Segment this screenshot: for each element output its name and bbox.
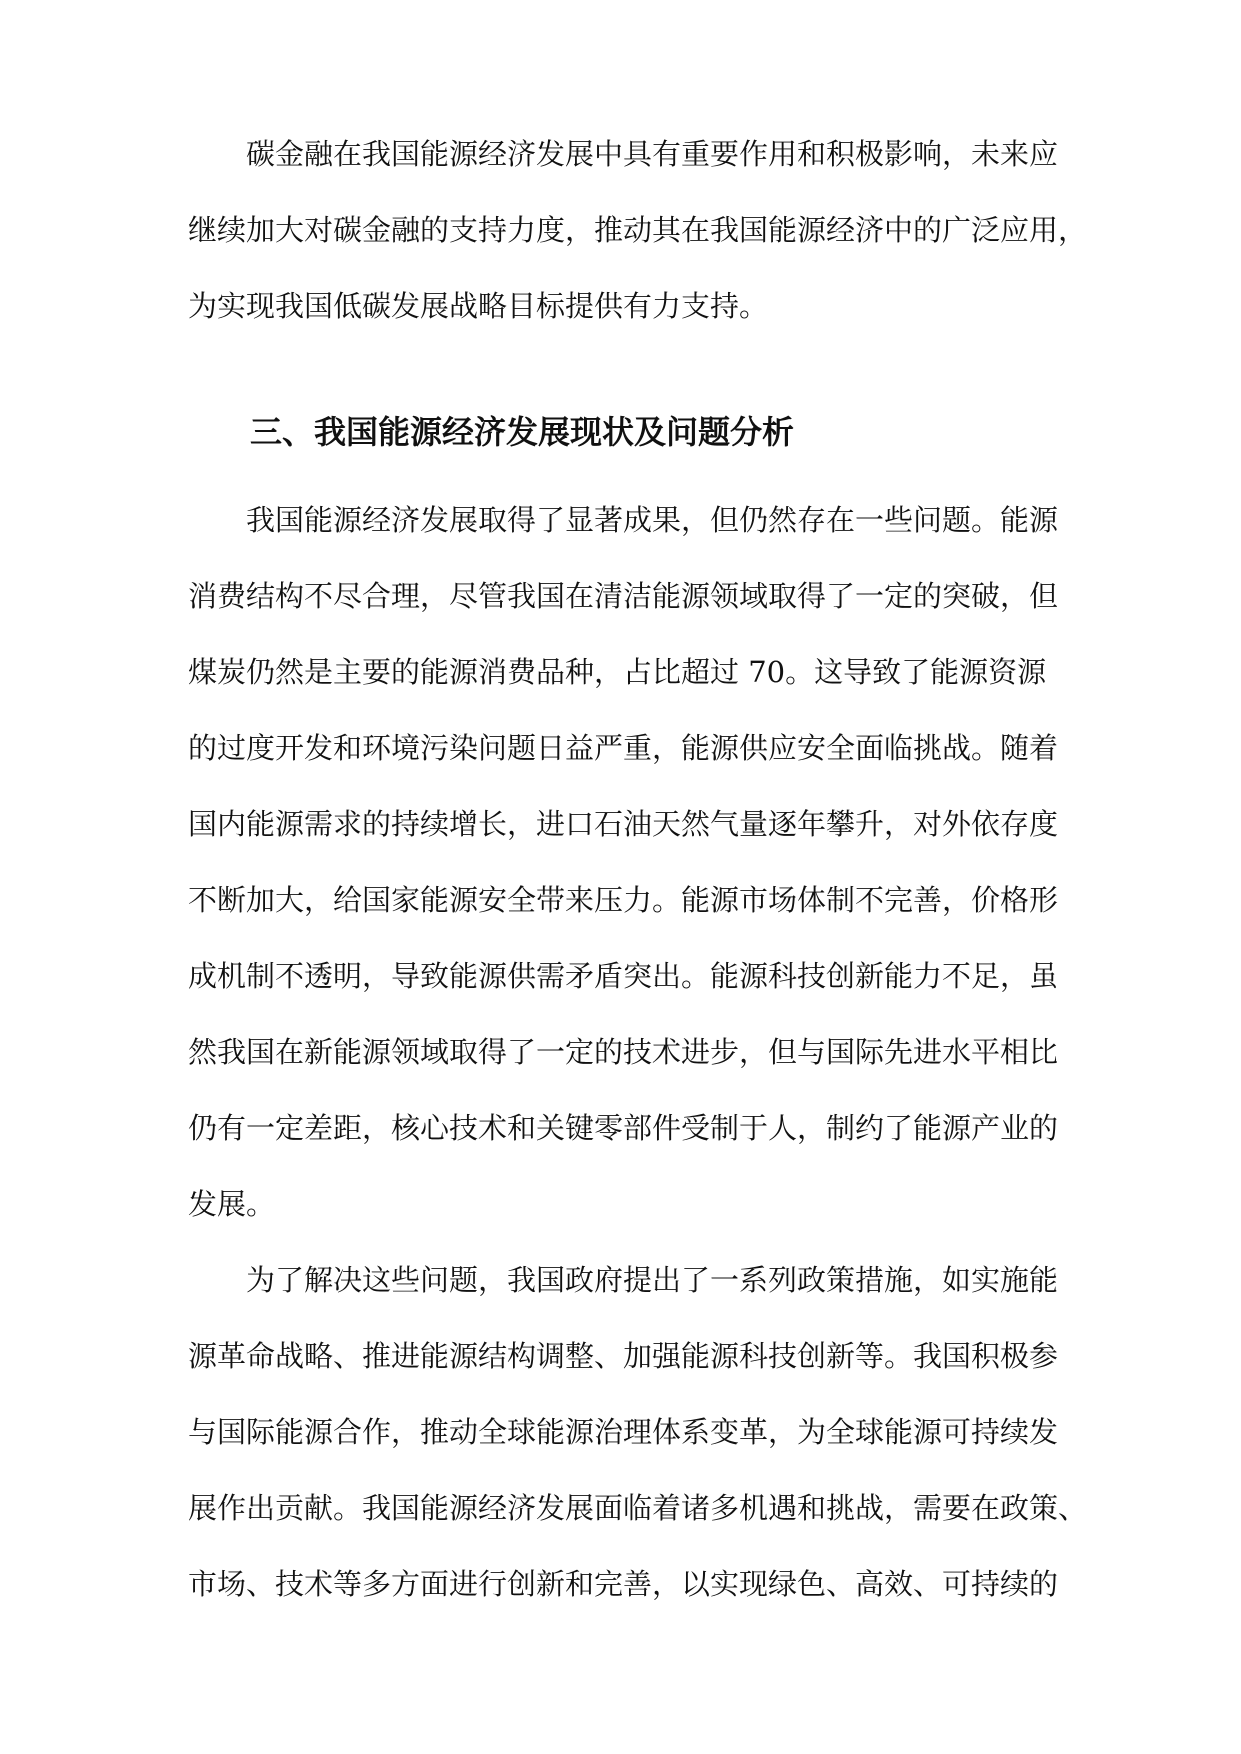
paragraph-carbon-finance	[188, 116, 1088, 344]
paragraph-line: 继续加大对碳金融的支持力度，推动其在我国能源经济中的广泛应用，	[188, 213, 1088, 247]
section-heading: 三、我国能源经济发展现状及问题分析	[250, 413, 795, 451]
paragraph-policy-measures	[188, 1242, 1088, 1622]
paragraph-line: 市场、技术等多方面进行创新和完善，以实现绿色、高效、可持续的	[188, 1567, 1059, 1601]
paragraph-line: 的过度开发和环境污染问题日益严重，能源供应安全面临挑战。随着	[188, 731, 1059, 765]
paragraph-current-status	[188, 482, 1059, 1242]
paragraph-line: 与国际能源合作，推动全球能源治理体系变革，为全球能源可持续发	[188, 1415, 1059, 1449]
paragraph-line: 消费结构不尽合理，尽管我国在清洁能源领域取得了一定的突破，但	[188, 579, 1059, 613]
paragraph-line: 为实现我国低碳发展战略目标提供有力支持。	[188, 289, 769, 323]
paragraph-line: 成机制不透明，导致能源供需矛盾突出。能源科技创新能力不足，虽	[188, 959, 1059, 993]
paragraph-line: 仍有一定差距，核心技术和关键零部件受制于人，制约了能源产业的	[188, 1111, 1059, 1145]
paragraph-line: 展作出贡献。我国能源经济发展面临着诸多机遇和挑战，需要在政策、	[188, 1491, 1088, 1525]
paragraph-line: 发展。	[188, 1187, 276, 1221]
paragraph-line: 不断加大，给国家能源安全带来压力。能源市场体制不完善，价格形	[188, 883, 1059, 917]
paragraph-line: 碳金融在我国能源经济发展中具有重要作用和积极影响，未来应	[246, 137, 1059, 171]
paragraph-line: 源革命战略、推进能源结构调整、加强能源科技创新等。我国积极参	[188, 1339, 1059, 1373]
paragraph-line: 为了解决这些问题，我国政府提出了一系列政策措施，如实施能	[246, 1263, 1059, 1297]
paragraph-line: 然我国在新能源领域取得了一定的技术进步，但与国际先进水平相比	[188, 1035, 1059, 1069]
paragraph-line: 国内能源需求的持续增长，进口石油天然气量逐年攀升，对外依存度	[188, 807, 1059, 841]
paragraph-line: 煤炭仍然是主要的能源消费品种，占比超过 70。这导致了能源资源	[188, 655, 1047, 689]
paragraph-line: 我国能源经济发展取得了显著成果，但仍然存在一些问题。能源	[246, 503, 1059, 537]
